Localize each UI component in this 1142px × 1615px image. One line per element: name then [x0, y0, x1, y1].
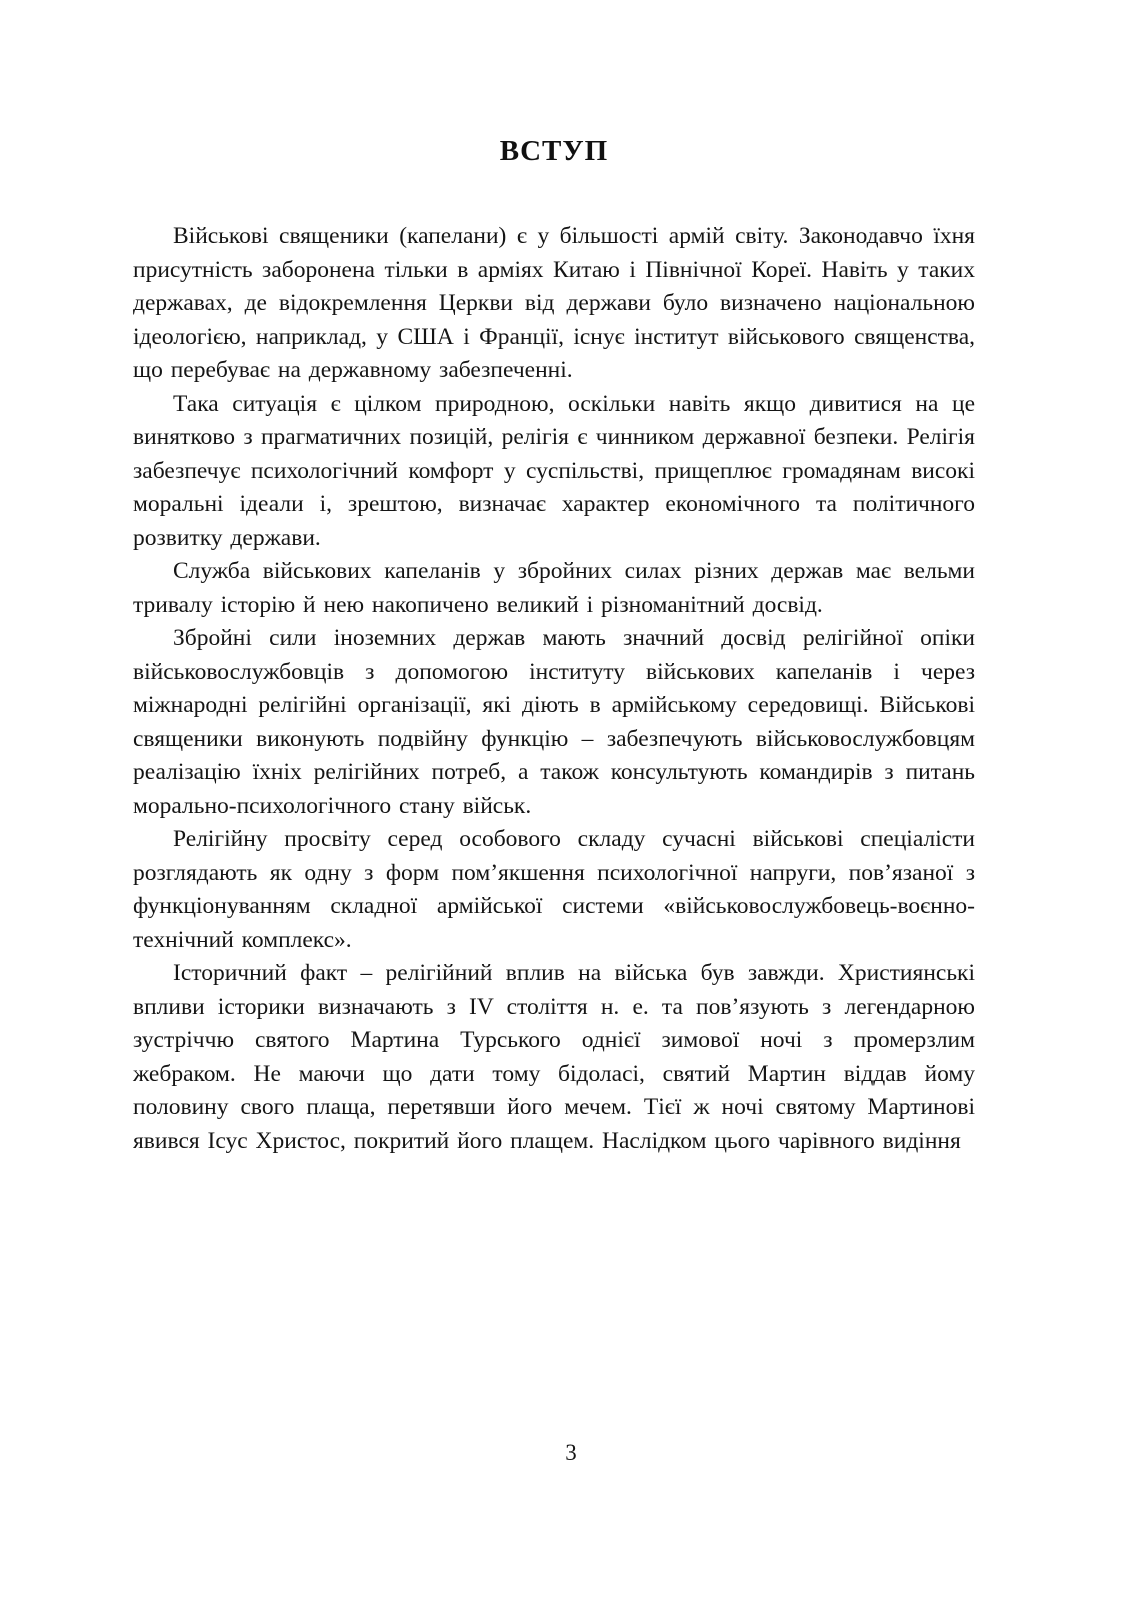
- paragraph-4: Збройні сили іноземних держав мають значний досвід релігійної опіки військовослужбовців з допомогою інституту військових капеланів і через міжнародні релігійні організації, які діють в армійському середовищі. Військові священики виконують подвійну функцію – забезпечують військовослужбовцям реалізацію їхніх релігійних потреб, а також консультують командирів з питань морально-психологічного стану військ.: [133, 625, 975, 819]
- paragraph-1: Військові священики (капелани) є у більшості армій світу. Законодавчо їхня присутність заборонена тільки в арміях Китаю і Північної Кореї. Навіть у таких державах, де відокремлення Церкви від держави було визначено національною ідеологією, наприклад, у США і Франції, існує інститут військового священства, що перебуває на державному забезпеченні.: [133, 223, 975, 383]
- paragraph-5: Релігійну просвіту серед особового складу сучасні військові спеціалісти розглядають як одну з форм пом’якшення психологічної напруги, пов’язаної з функціонуванням складної армійської системи «військовослужбовець-воєнно-технічний комплекс».: [133, 826, 975, 953]
- text-block: [133, 135, 975, 1158]
- page-title: ВСТУП: [499, 135, 609, 167]
- paragraph-6: Історичний факт – релігійний вплив на війська був завжди. Християнські впливи історики визначають з IV століття н. е. та пов’язують з легендарною зустріччю святого Мартина Турського однієї зимової ночі з промерзлим жебраком. Не маючи що дати тому бідоласі, святий Мартин віддав йому половину свого плаща, перетявши його мечем. Тієї ж ночі святому Мартинові явився Ісус Христос, покритий його плащем. Наслідком цього чарівного видіння: [133, 960, 975, 1154]
- paragraph-2: Така ситуація є цілком природною, оскільки навіть якщо дивитися на це винятково з прагматичних позицій, релігія є чинником державної безпеки. Релігія забезпечує психологічний комфорт у суспільстві, прищеплює громадянам високі моральні ідеали і, зрештою, визначає характер економічного та політичного розвитку держави.: [133, 390, 975, 551]
- page-number: 3: [565, 1440, 577, 1465]
- paragraph-3: Служба військових капеланів у збройних силах різних держав має вельми тривалу історію й нею накопичено великий і різноманітний досвід.: [133, 558, 975, 618]
